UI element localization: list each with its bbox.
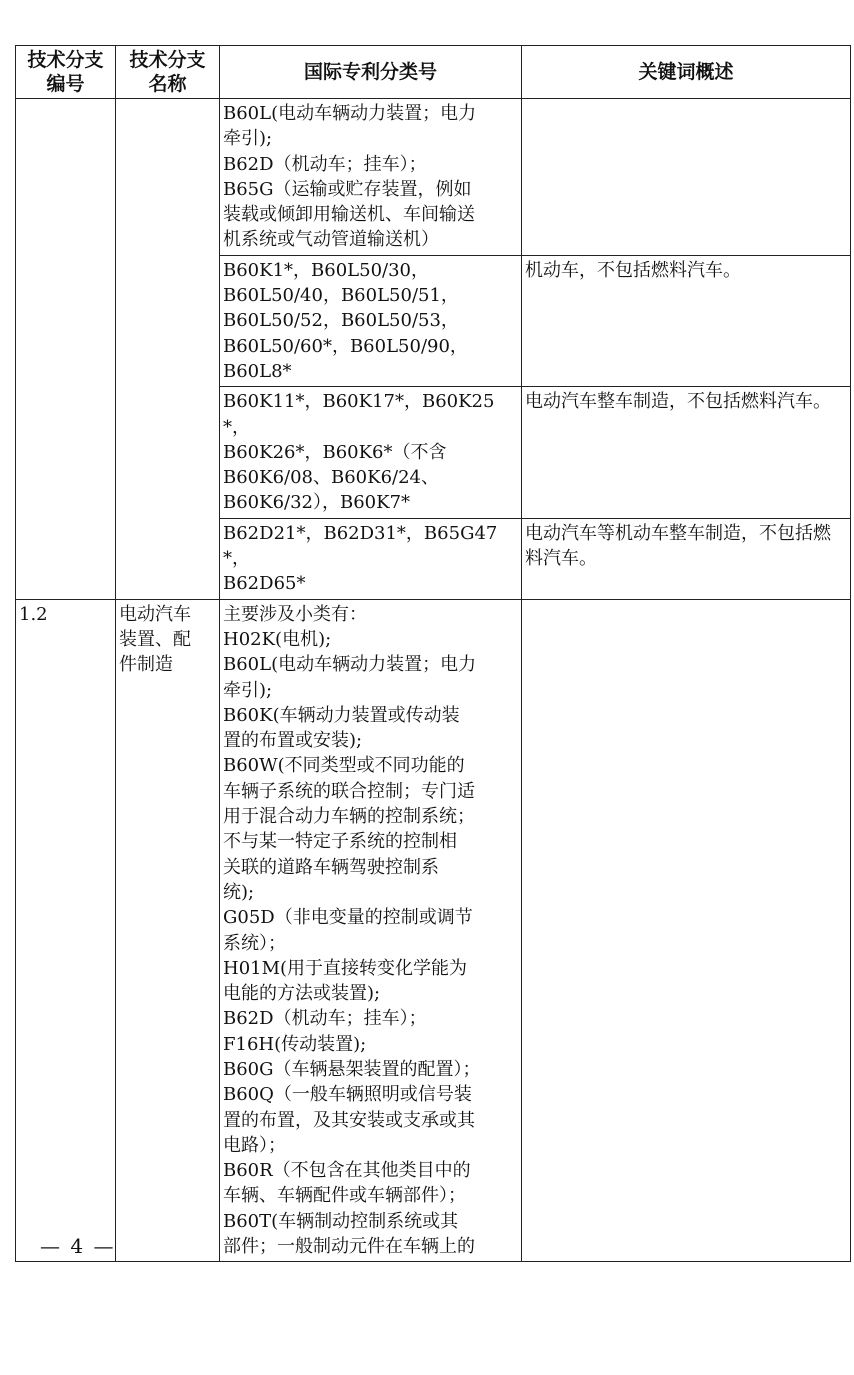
ipc-cell: B60L(电动车辆动力装置；电力 牵引); B62D（机动车；挂车）； B65G（运输或贮存装置，例如 装载或倾卸用输送机、车间输送 机系统或气动管道输送机） — [220, 99, 522, 256]
table-row — [16, 99, 851, 256]
header-branch-code: 技术分支 编号 — [16, 46, 116, 99]
branch-code-cell-continued — [16, 99, 116, 600]
keywords-cell — [522, 599, 851, 1262]
ipc-cell: B60K11*，B60K17*，B60K25*， B60K26*，B60K6*（不含 B60K6/08、B60K6/24、 B60K6/32），B60K7* — [220, 387, 522, 518]
ipc-cell: B62D21*，B62D31*，B65G47*， B62D65* — [220, 518, 522, 599]
keywords-cell: 电动汽车整车制造，不包括燃料汽车。 — [522, 387, 851, 518]
patent-classification-table — [15, 45, 851, 1262]
table-header-row — [16, 46, 851, 99]
header-keywords: 关键词概述 — [522, 46, 851, 99]
header-ipc: 国际专利分类号 — [220, 46, 522, 99]
table-row-branch-1-2 — [16, 599, 851, 1262]
keywords-cell: 电动汽车等机动车整车制造，不包括燃料汽车。 — [522, 518, 851, 599]
keywords-cell: 机动车，不包括燃料汽车。 — [522, 255, 851, 386]
header-branch-name: 技术分支 名称 — [116, 46, 220, 99]
branch-name-cell: 电动汽车 装置、配 件制造 — [116, 599, 220, 1262]
ipc-cell: B60K1*，B60L50/30， B60L50/40，B60L50/51， B60L50/52，B60L50/53， B60L50/60*，B60L50/90， B60L8* — [220, 255, 522, 386]
branch-code-cell: 1.2 — [16, 599, 116, 1262]
ipc-cell: 主要涉及小类有： H02K(电机); B60L(电动车辆动力装置；电力 牵引); B60K(车辆动力装置或传动装 置的布置或安装); B60W(不同类型或不同功能的 车辆子系统的联合控制；专门适 用于混合动力车辆的控制系统； 不与某一特定子系统的控制相 关联的道路车辆驾驶控制系 统); G05D（非电变量的控制或调节 系统）； H01M(用于直接转变化学能为 电能的方法或装置); B62D（机动车；挂车）； F16H(传动装置); B60G（车辆悬架装置的配置）； B60Q（一般车辆照明或信号装 置的布置，及其安装或支承或其 电路）； B60R（不包含在其他类目中的 车辆、车辆配件或车辆部件）； B60T(车辆制动控制系统或其 部件；一般制动元件在车辆上的 — [220, 599, 522, 1262]
page-number: — 4 — — [40, 1234, 116, 1258]
branch-name-cell-continued — [116, 99, 220, 600]
keywords-cell — [522, 99, 851, 256]
